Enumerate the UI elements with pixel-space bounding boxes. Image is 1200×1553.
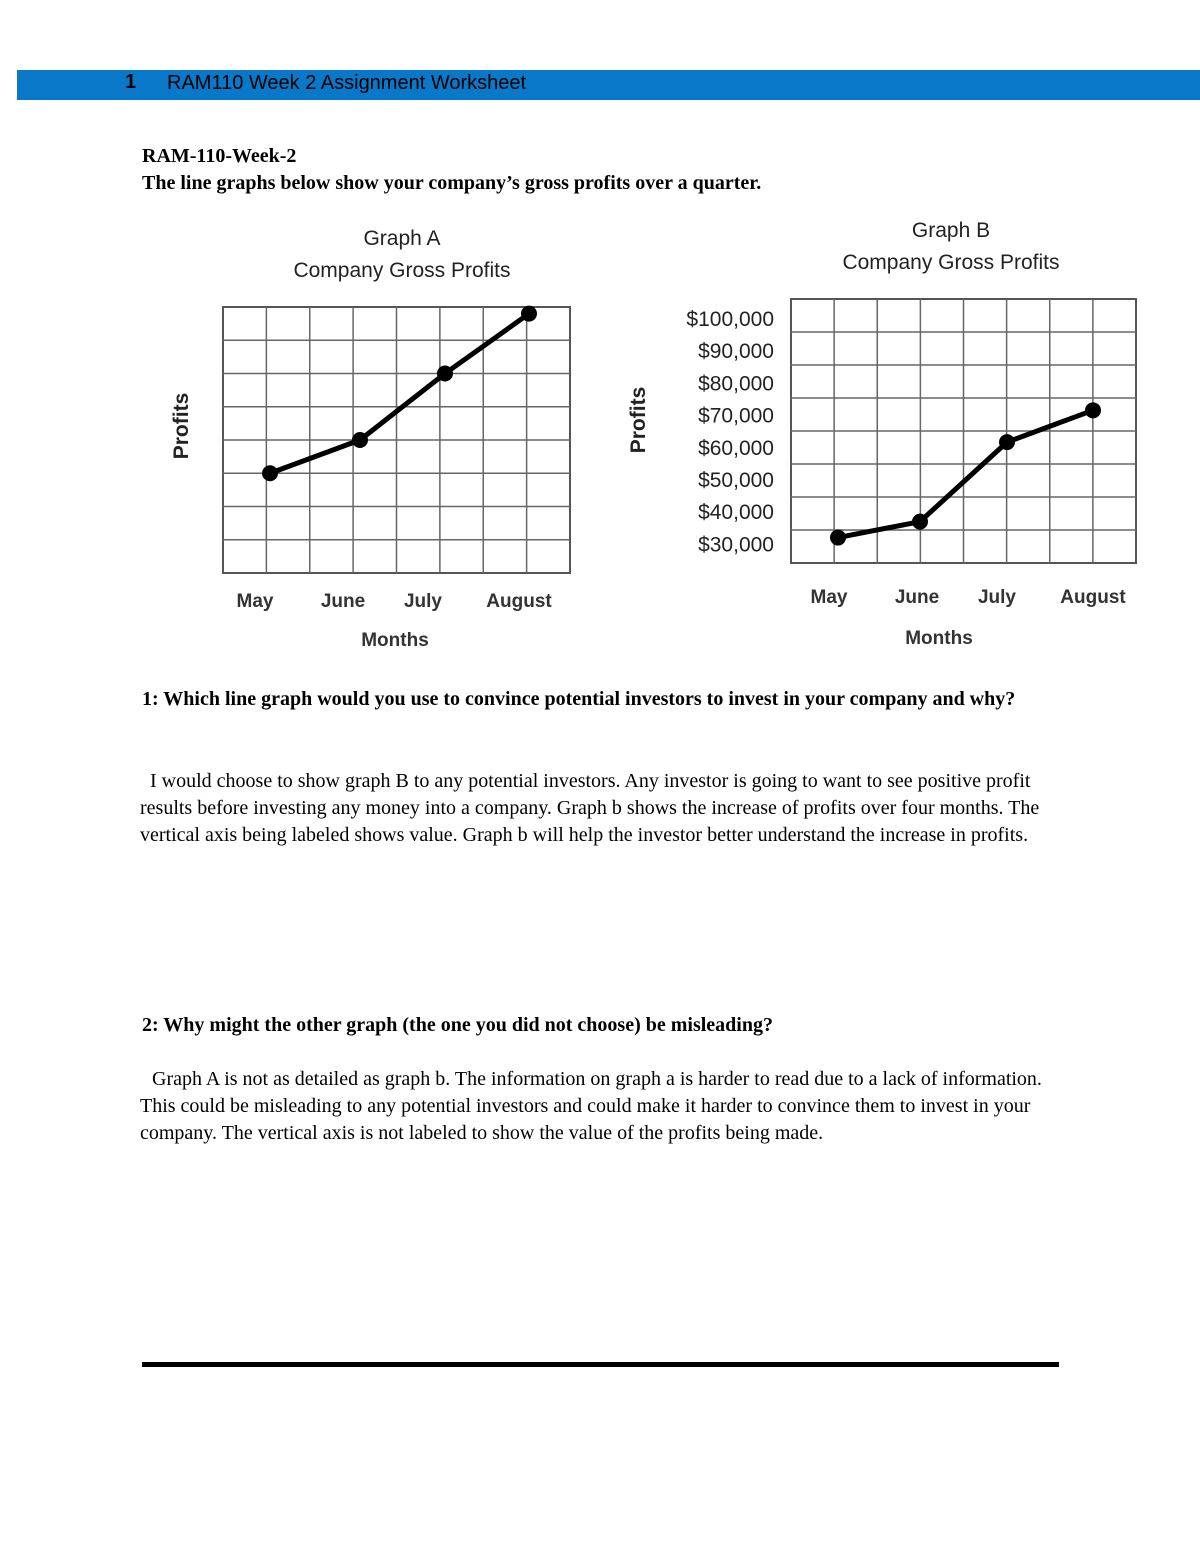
question-2: 2: Why might the other graph (the one you did not choose) be misleading?	[142, 1014, 773, 1036]
answer-2: Graph A is not as detailed as graph b. The information on graph a is harder to read due to a lack of information. This could be misleading to any potential investors and could make it harder to convince them to invest in your company. The vertical axis is not labeled to show the value of the profits being made.	[140, 1068, 1042, 1144]
header-title: RAM110 Week 2 Assignment Worksheet	[167, 72, 527, 94]
graph-b-xtick-label: June	[894, 587, 940, 608]
graph-b-series-line	[838, 410, 1093, 537]
graph-a-title: Graph A	[363, 227, 441, 250]
graph-b-xlabel: Months	[905, 628, 973, 649]
graph-b-ytick-label: $90,000	[698, 340, 774, 364]
bottom-rule	[142, 1362, 1059, 1367]
graph-b-ytick-label: $40,000	[698, 501, 774, 525]
graph-b-data-point	[912, 514, 928, 530]
graph-a-xtick-label: June	[320, 591, 366, 612]
graph-b-ytick-label: $60,000	[698, 436, 774, 460]
graph-a-xtick-label: May	[236, 591, 274, 612]
question-1: 1: Which line graph would you use to convince potential investors to invest in your company and why?	[142, 688, 1016, 710]
graph-b-title: Graph B	[911, 219, 991, 242]
graph-b-subtitle: Company Gross Profits	[842, 251, 1060, 274]
graph-b-xtick-label: July	[977, 587, 1017, 608]
graph-b-ytick-label: $70,000	[698, 404, 774, 428]
graph-b-data-point	[1085, 402, 1101, 418]
graph-a-xlabel: Months	[361, 630, 429, 651]
graph-b-data-point	[999, 434, 1015, 450]
graph-b-xtick-label: May	[810, 587, 848, 608]
graph-b-ytick-label: $30,000	[698, 533, 774, 557]
graph-b-xtick-label: August	[1060, 587, 1126, 608]
document-title: RAM-110-Week-2	[142, 145, 297, 167]
graph-a-subtitle: Company Gross Profits	[293, 259, 511, 282]
graph-b-chart	[0, 0, 1200, 680]
graph-a-xtick-label: July	[403, 591, 443, 612]
graph-b-ytick-label: $80,000	[698, 372, 774, 396]
graph-a-xtick-label: August	[486, 591, 552, 612]
graph-a-ylabel: Profits	[170, 392, 193, 460]
graph-b-data-point	[830, 530, 846, 546]
graph-b-ytick-label: $50,000	[698, 469, 774, 492]
page-number: 1	[125, 71, 137, 93]
graph-b-ylabel: Profits	[627, 386, 650, 454]
intro-text: The line graphs below show your company’s gross profits over a quarter.	[142, 172, 762, 194]
answer-1: I would choose to show graph B to any potential investors. Any investor is going to want to see positive profit results before investing any money into a company. Graph b shows the increase of profits over four months. The vertical axis being labeled shows value. Graph b will help the investor better understand the increase in profits.	[140, 770, 1040, 846]
graph-b-ytick-label: $100,000	[686, 308, 774, 331]
